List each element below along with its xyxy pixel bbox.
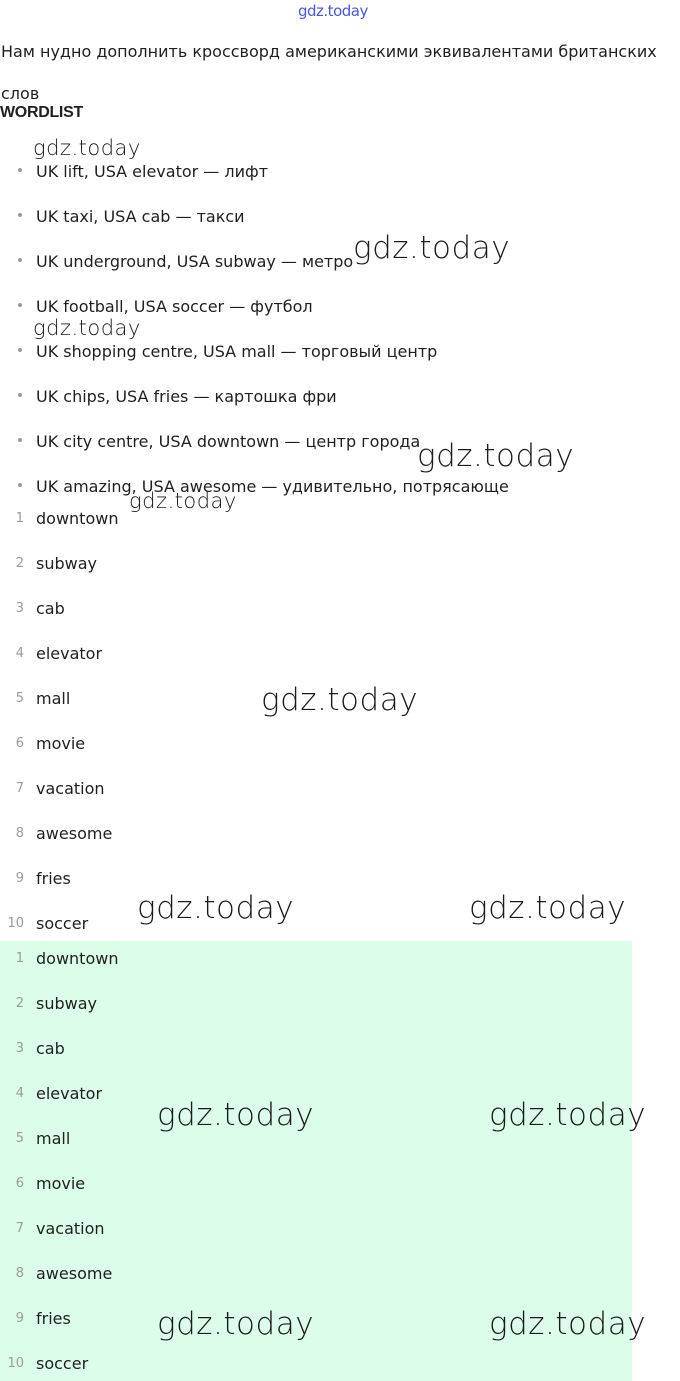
- list-item-word: cab: [36, 599, 65, 618]
- wordlist-item-text: UK taxi, USA cab — такси: [36, 207, 245, 226]
- list-item-number: 8: [15, 1266, 24, 1281]
- list-item-word: subway: [36, 554, 97, 573]
- list-item-word: fries: [36, 1309, 71, 1328]
- bullet-dot-icon: [18, 483, 22, 487]
- list-item-number: 1: [15, 511, 24, 526]
- list-item: [0, 988, 400, 1018]
- list-item-word: soccer: [36, 914, 89, 933]
- wordlist-item-text: UK lift, USA elevator — лифт: [36, 162, 269, 181]
- list-item: [0, 728, 400, 758]
- list-item-word: downtown: [36, 509, 119, 528]
- task-intro: Нам нудно дополнить кроссворд американскими эквивалентами британских слов: [1, 42, 657, 103]
- list-item-number: 1: [15, 951, 24, 966]
- wordlist-item-text: UK city centre, USA downtown — центр города: [36, 432, 421, 451]
- list-item-number: 7: [15, 781, 24, 796]
- list-item-word: subway: [36, 994, 97, 1013]
- wordlist-item-text: UK amazing, USA awesome — удивительно, потрясающе: [36, 477, 509, 496]
- list-item-number: 10: [7, 1356, 24, 1371]
- list-item-word: vacation: [36, 779, 105, 798]
- list-item: [0, 638, 400, 668]
- wordlist-item: [0, 199, 660, 229]
- list-item: [0, 1258, 400, 1288]
- list-item-number: 9: [15, 1311, 24, 1326]
- wordlist-item-text: UK football, USA soccer — футбол: [36, 297, 313, 316]
- wordlist-item: [0, 379, 660, 409]
- watermark: gdz.today: [129, 489, 237, 513]
- list-item: [0, 548, 400, 578]
- watermark: gdz.today: [157, 1306, 315, 1342]
- list-item: [0, 593, 400, 623]
- list-item-number: 8: [15, 826, 24, 841]
- list-item-word: fries: [36, 869, 71, 888]
- watermark: gdz.today: [157, 1097, 315, 1133]
- list-item-word: awesome: [36, 824, 113, 843]
- bullet-dot-icon: [18, 438, 22, 442]
- bullet-dot-icon: [18, 393, 22, 397]
- list-item: [0, 1033, 400, 1063]
- list-item-word: soccer: [36, 1354, 89, 1373]
- list-item-number: 6: [15, 1176, 24, 1191]
- wordlist-item-text: UK shopping centre, USA mall — торговый центр: [36, 342, 438, 361]
- watermark: gdz.today: [137, 890, 295, 926]
- bullet-dot-icon: [18, 258, 22, 262]
- wordlist-item: [0, 244, 660, 274]
- site-logo[interactable]: gdz.today: [298, 2, 368, 20]
- list-item-word: mall: [36, 689, 71, 708]
- list-item-word: mall: [36, 1129, 71, 1148]
- bullet-dot-icon: [18, 348, 22, 352]
- list-item-word: movie: [36, 1174, 86, 1193]
- watermark: gdz.today: [261, 682, 419, 718]
- list-item-word: elevator: [36, 1084, 103, 1103]
- watermark: gdz.today: [417, 438, 575, 474]
- wordlist-item-text: UK chips, USA fries — картошка фри: [36, 387, 337, 406]
- list-item: [0, 1213, 400, 1243]
- list-item-number: 10: [7, 916, 24, 931]
- list-item-word: movie: [36, 734, 86, 753]
- watermark: gdz.today: [469, 890, 627, 926]
- bullet-dot-icon: [18, 168, 22, 172]
- list-item-number: 3: [15, 1041, 24, 1056]
- list-item: [0, 818, 400, 848]
- list-item: [0, 863, 400, 893]
- list-item-word: elevator: [36, 644, 103, 663]
- list-item-number: 4: [15, 1086, 24, 1101]
- watermark: gdz.today: [33, 136, 141, 160]
- list-item: [0, 943, 400, 973]
- list-item: [0, 1168, 400, 1198]
- list-item-number: 9: [15, 871, 24, 886]
- bullet-dot-icon: [18, 213, 22, 217]
- list-item: [0, 1348, 400, 1378]
- wordlist-item: [0, 289, 660, 319]
- list-item-number: 5: [15, 691, 24, 706]
- list-item: [0, 773, 400, 803]
- list-item-word: cab: [36, 1039, 65, 1058]
- list-item-word: vacation: [36, 1219, 105, 1238]
- watermark: gdz.today: [489, 1097, 647, 1133]
- list-item-word: awesome: [36, 1264, 113, 1283]
- list-item-number: 3: [15, 601, 24, 616]
- watermark: gdz.today: [489, 1306, 647, 1342]
- list-item-word: downtown: [36, 949, 119, 968]
- list-item-number: 6: [15, 736, 24, 751]
- list-item-number: 4: [15, 646, 24, 661]
- list-item-number: 2: [15, 996, 24, 1011]
- watermark: gdz.today: [353, 230, 511, 266]
- bullet-dot-icon: [18, 303, 22, 307]
- watermark: gdz.today: [33, 316, 141, 340]
- list-item-number: 7: [15, 1221, 24, 1236]
- wordlist-heading: WORDLIST: [0, 104, 83, 121]
- wordlist-item-text: UK underground, USA subway — метро: [36, 252, 354, 271]
- list-item-number: 5: [15, 1131, 24, 1146]
- list-item-number: 2: [15, 556, 24, 571]
